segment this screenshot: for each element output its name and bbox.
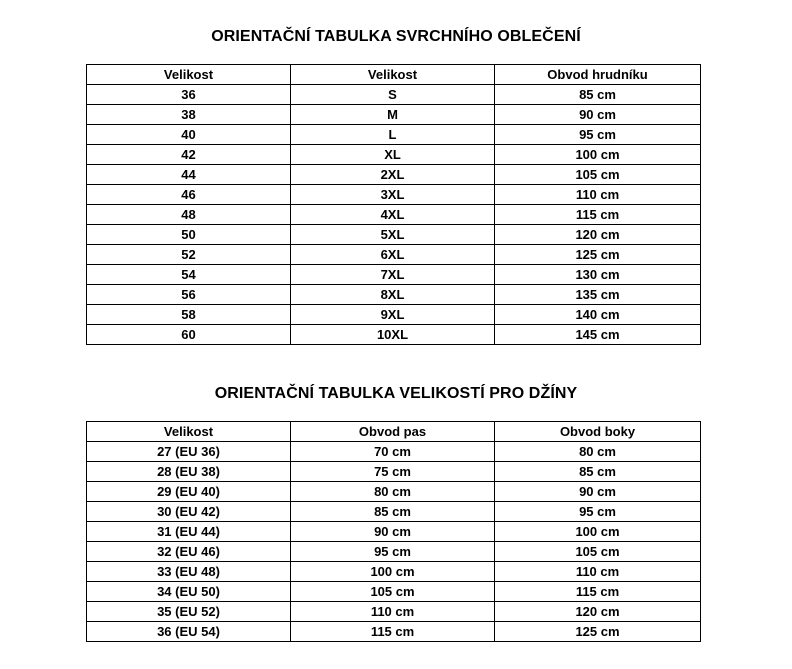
table-cell: 27 (EU 36) (87, 442, 291, 462)
table-cell: 100 cm (495, 145, 701, 165)
table-cell: 85 cm (495, 462, 701, 482)
table-cell: XL (291, 145, 495, 165)
table-cell: 140 cm (495, 305, 701, 325)
table-cell: 44 (87, 165, 291, 185)
table-cell: 9XL (291, 305, 495, 325)
table-row (87, 125, 701, 145)
table-row (87, 265, 701, 285)
table-cell: 95 cm (495, 125, 701, 145)
column-header: Velikost (291, 65, 495, 85)
table-cell: 36 (EU 54) (87, 622, 291, 642)
table-row (87, 462, 701, 482)
table-cell: 31 (EU 44) (87, 522, 291, 542)
table-cell: 90 cm (291, 522, 495, 542)
table-cell: 42 (87, 145, 291, 165)
column-header: Obvod hrudníku (495, 65, 701, 85)
table-row (87, 225, 701, 245)
table-cell: 56 (87, 285, 291, 305)
table-cell: 32 (EU 46) (87, 542, 291, 562)
table-row (87, 602, 701, 622)
table-row (87, 145, 701, 165)
table-cell: 100 cm (495, 522, 701, 542)
outerwear-table-title: ORIENTAČNÍ TABULKA SVRCHNÍHO OBLEČENÍ (211, 28, 581, 45)
jeans-table-title: ORIENTAČNÍ TABULKA VELIKOSTÍ PRO DŽÍNY (214, 385, 578, 402)
table-cell: 5XL (291, 225, 495, 245)
table-cell: 135 cm (495, 285, 701, 305)
table-cell: 85 cm (291, 502, 495, 522)
table-cell: 4XL (291, 205, 495, 225)
table-cell: 38 (87, 105, 291, 125)
table-cell: 90 cm (495, 105, 701, 125)
table-cell: 130 cm (495, 265, 701, 285)
table-cell: 60 (87, 325, 291, 345)
table-row (87, 522, 701, 542)
table-cell: S (291, 85, 495, 105)
table-cell: L (291, 125, 495, 145)
column-header: Velikost (87, 422, 291, 442)
table-cell: 35 (EU 52) (87, 602, 291, 622)
table-row (87, 325, 701, 345)
table-row (87, 185, 701, 205)
table-cell: 54 (87, 265, 291, 285)
table-cell: 105 cm (495, 165, 701, 185)
table-cell: 115 cm (495, 582, 701, 602)
table-cell: 95 cm (495, 502, 701, 522)
table-cell: 125 cm (495, 622, 701, 642)
table-cell: 110 cm (495, 185, 701, 205)
outerwear-size-table (86, 64, 701, 345)
table-cell: 125 cm (495, 245, 701, 265)
table-cell: 7XL (291, 265, 495, 285)
table-row (87, 205, 701, 225)
table-cell: 100 cm (291, 562, 495, 582)
table-cell: 80 cm (495, 442, 701, 462)
table-cell: 6XL (291, 245, 495, 265)
table-row (87, 285, 701, 305)
table-row (87, 105, 701, 125)
table-cell: M (291, 105, 495, 125)
table-cell: 36 (87, 85, 291, 105)
table-cell: 40 (87, 125, 291, 145)
table-cell: 58 (87, 305, 291, 325)
table-row (87, 442, 701, 462)
table-row (87, 622, 701, 642)
table-cell: 29 (EU 40) (87, 482, 291, 502)
table-row (87, 482, 701, 502)
table-cell: 48 (87, 205, 291, 225)
table-row (87, 542, 701, 562)
table-cell: 105 cm (291, 582, 495, 602)
table-row (87, 305, 701, 325)
table-row (87, 85, 701, 105)
table-cell: 80 cm (291, 482, 495, 502)
table-cell: 2XL (291, 165, 495, 185)
table-cell: 70 cm (291, 442, 495, 462)
column-header: Obvod boky (495, 422, 701, 442)
table-cell: 33 (EU 48) (87, 562, 291, 582)
table-header-row (87, 422, 701, 442)
table-cell: 115 cm (495, 205, 701, 225)
table-row (87, 165, 701, 185)
table-cell: 115 cm (291, 622, 495, 642)
table-cell: 110 cm (495, 562, 701, 582)
table-cell: 105 cm (495, 542, 701, 562)
outerwear-table-body (87, 85, 701, 345)
table-header-row (87, 65, 701, 85)
table-row (87, 502, 701, 522)
table-cell: 10XL (291, 325, 495, 345)
table-cell: 3XL (291, 185, 495, 205)
table-cell: 46 (87, 185, 291, 205)
column-header: Obvod pas (291, 422, 495, 442)
table-cell: 95 cm (291, 542, 495, 562)
table-cell: 120 cm (495, 225, 701, 245)
table-cell: 85 cm (495, 85, 701, 105)
table-cell: 75 cm (291, 462, 495, 482)
column-header: Velikost (87, 65, 291, 85)
table-row (87, 562, 701, 582)
jeans-table-body (87, 442, 701, 642)
table-cell: 8XL (291, 285, 495, 305)
table-cell: 110 cm (291, 602, 495, 622)
table-cell: 34 (EU 50) (87, 582, 291, 602)
table-cell: 50 (87, 225, 291, 245)
table-cell: 145 cm (495, 325, 701, 345)
table-cell: 120 cm (495, 602, 701, 622)
table-cell: 28 (EU 38) (87, 462, 291, 482)
table-cell: 52 (87, 245, 291, 265)
table-cell: 30 (EU 42) (87, 502, 291, 522)
table-cell: 90 cm (495, 482, 701, 502)
jeans-size-table (86, 421, 701, 642)
table-row (87, 582, 701, 602)
table-row (87, 245, 701, 265)
